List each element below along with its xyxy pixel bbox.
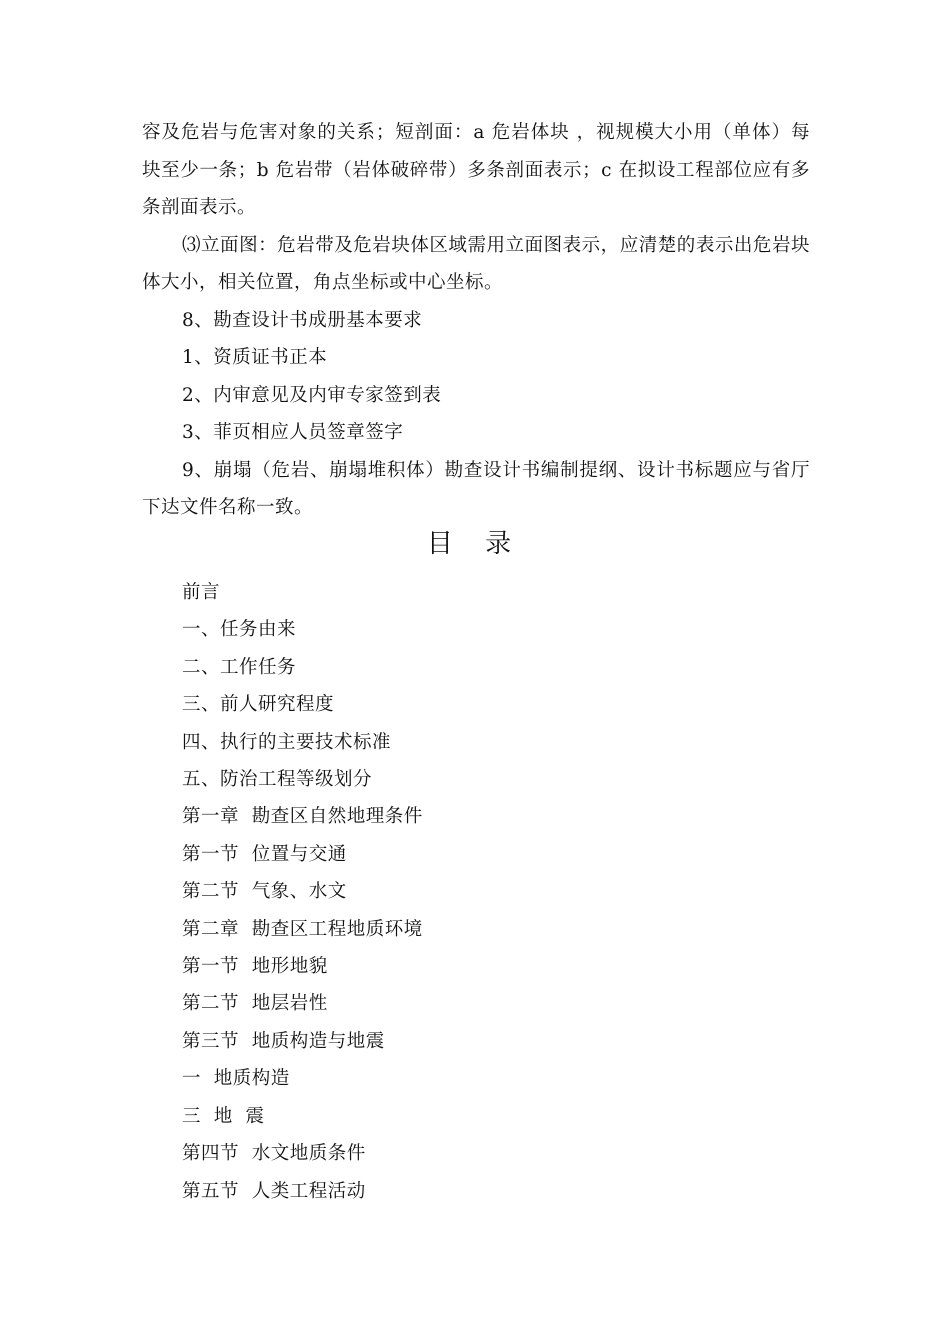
toc-item: 第一节 地形地貌	[182, 956, 328, 978]
toc-item: 第五节 人类工程活动	[182, 1180, 366, 1202]
toc-list	[182, 574, 423, 1210]
paragraph: 8、勘查设计书成册基本要求	[182, 309, 423, 331]
toc-item: 一、任务由来	[182, 619, 297, 641]
toc-item: 二、工作任务	[182, 656, 297, 678]
toc-title: 目 录	[426, 529, 524, 559]
toc-item: 第一节 位置与交通	[182, 843, 347, 865]
paragraph: 2、内审意见及内审专家签到表	[182, 384, 442, 406]
toc-item: 三、前人研究程度	[182, 694, 335, 716]
toc-item: 三 地 震	[182, 1105, 265, 1127]
toc-item: 前言	[182, 582, 221, 603]
paragraph: ⑶立面图：危岩带及危岩块体区域需用立面图表示，应清楚的表示出危岩块体大小，相关位置，角点坐标或中心坐标。	[142, 234, 810, 293]
toc-item: 一 地质构造	[182, 1068, 290, 1090]
toc-item: 第三节 地质构造与地震	[182, 1030, 385, 1052]
toc-item: 第四节 水文地质条件	[182, 1143, 366, 1165]
paragraph: 3、菲页相应人员签章签字	[182, 422, 404, 443]
toc-item: 第二章 勘查区工程地质环境	[182, 918, 423, 940]
toc-item: 四、执行的主要技术标准	[182, 731, 392, 753]
toc-item: 第二节 气象、水文	[182, 881, 347, 903]
paragraph: 容及危岩与危害对象的关系；短剖面：a 危岩体块 ，视规模大小用（单体）每块至少一条；b 危岩带（岩体破碎带）多条剖面表示；c 在拟设工程部位应有多条剖面表示。	[142, 122, 810, 218]
body-text	[142, 114, 810, 527]
paragraph: 9、崩塌（危岩、崩塌堆积体）勘查设计书编制提纲、设计书标题应与省厅下达文件名称一致。	[142, 459, 810, 518]
toc-item: 五、防治工程等级划分	[182, 769, 373, 791]
toc-item: 第一章 勘查区自然地理条件	[182, 806, 423, 828]
paragraph: 1、资质证书正本	[182, 347, 328, 368]
toc-item: 第二节 地层岩性	[182, 993, 328, 1015]
